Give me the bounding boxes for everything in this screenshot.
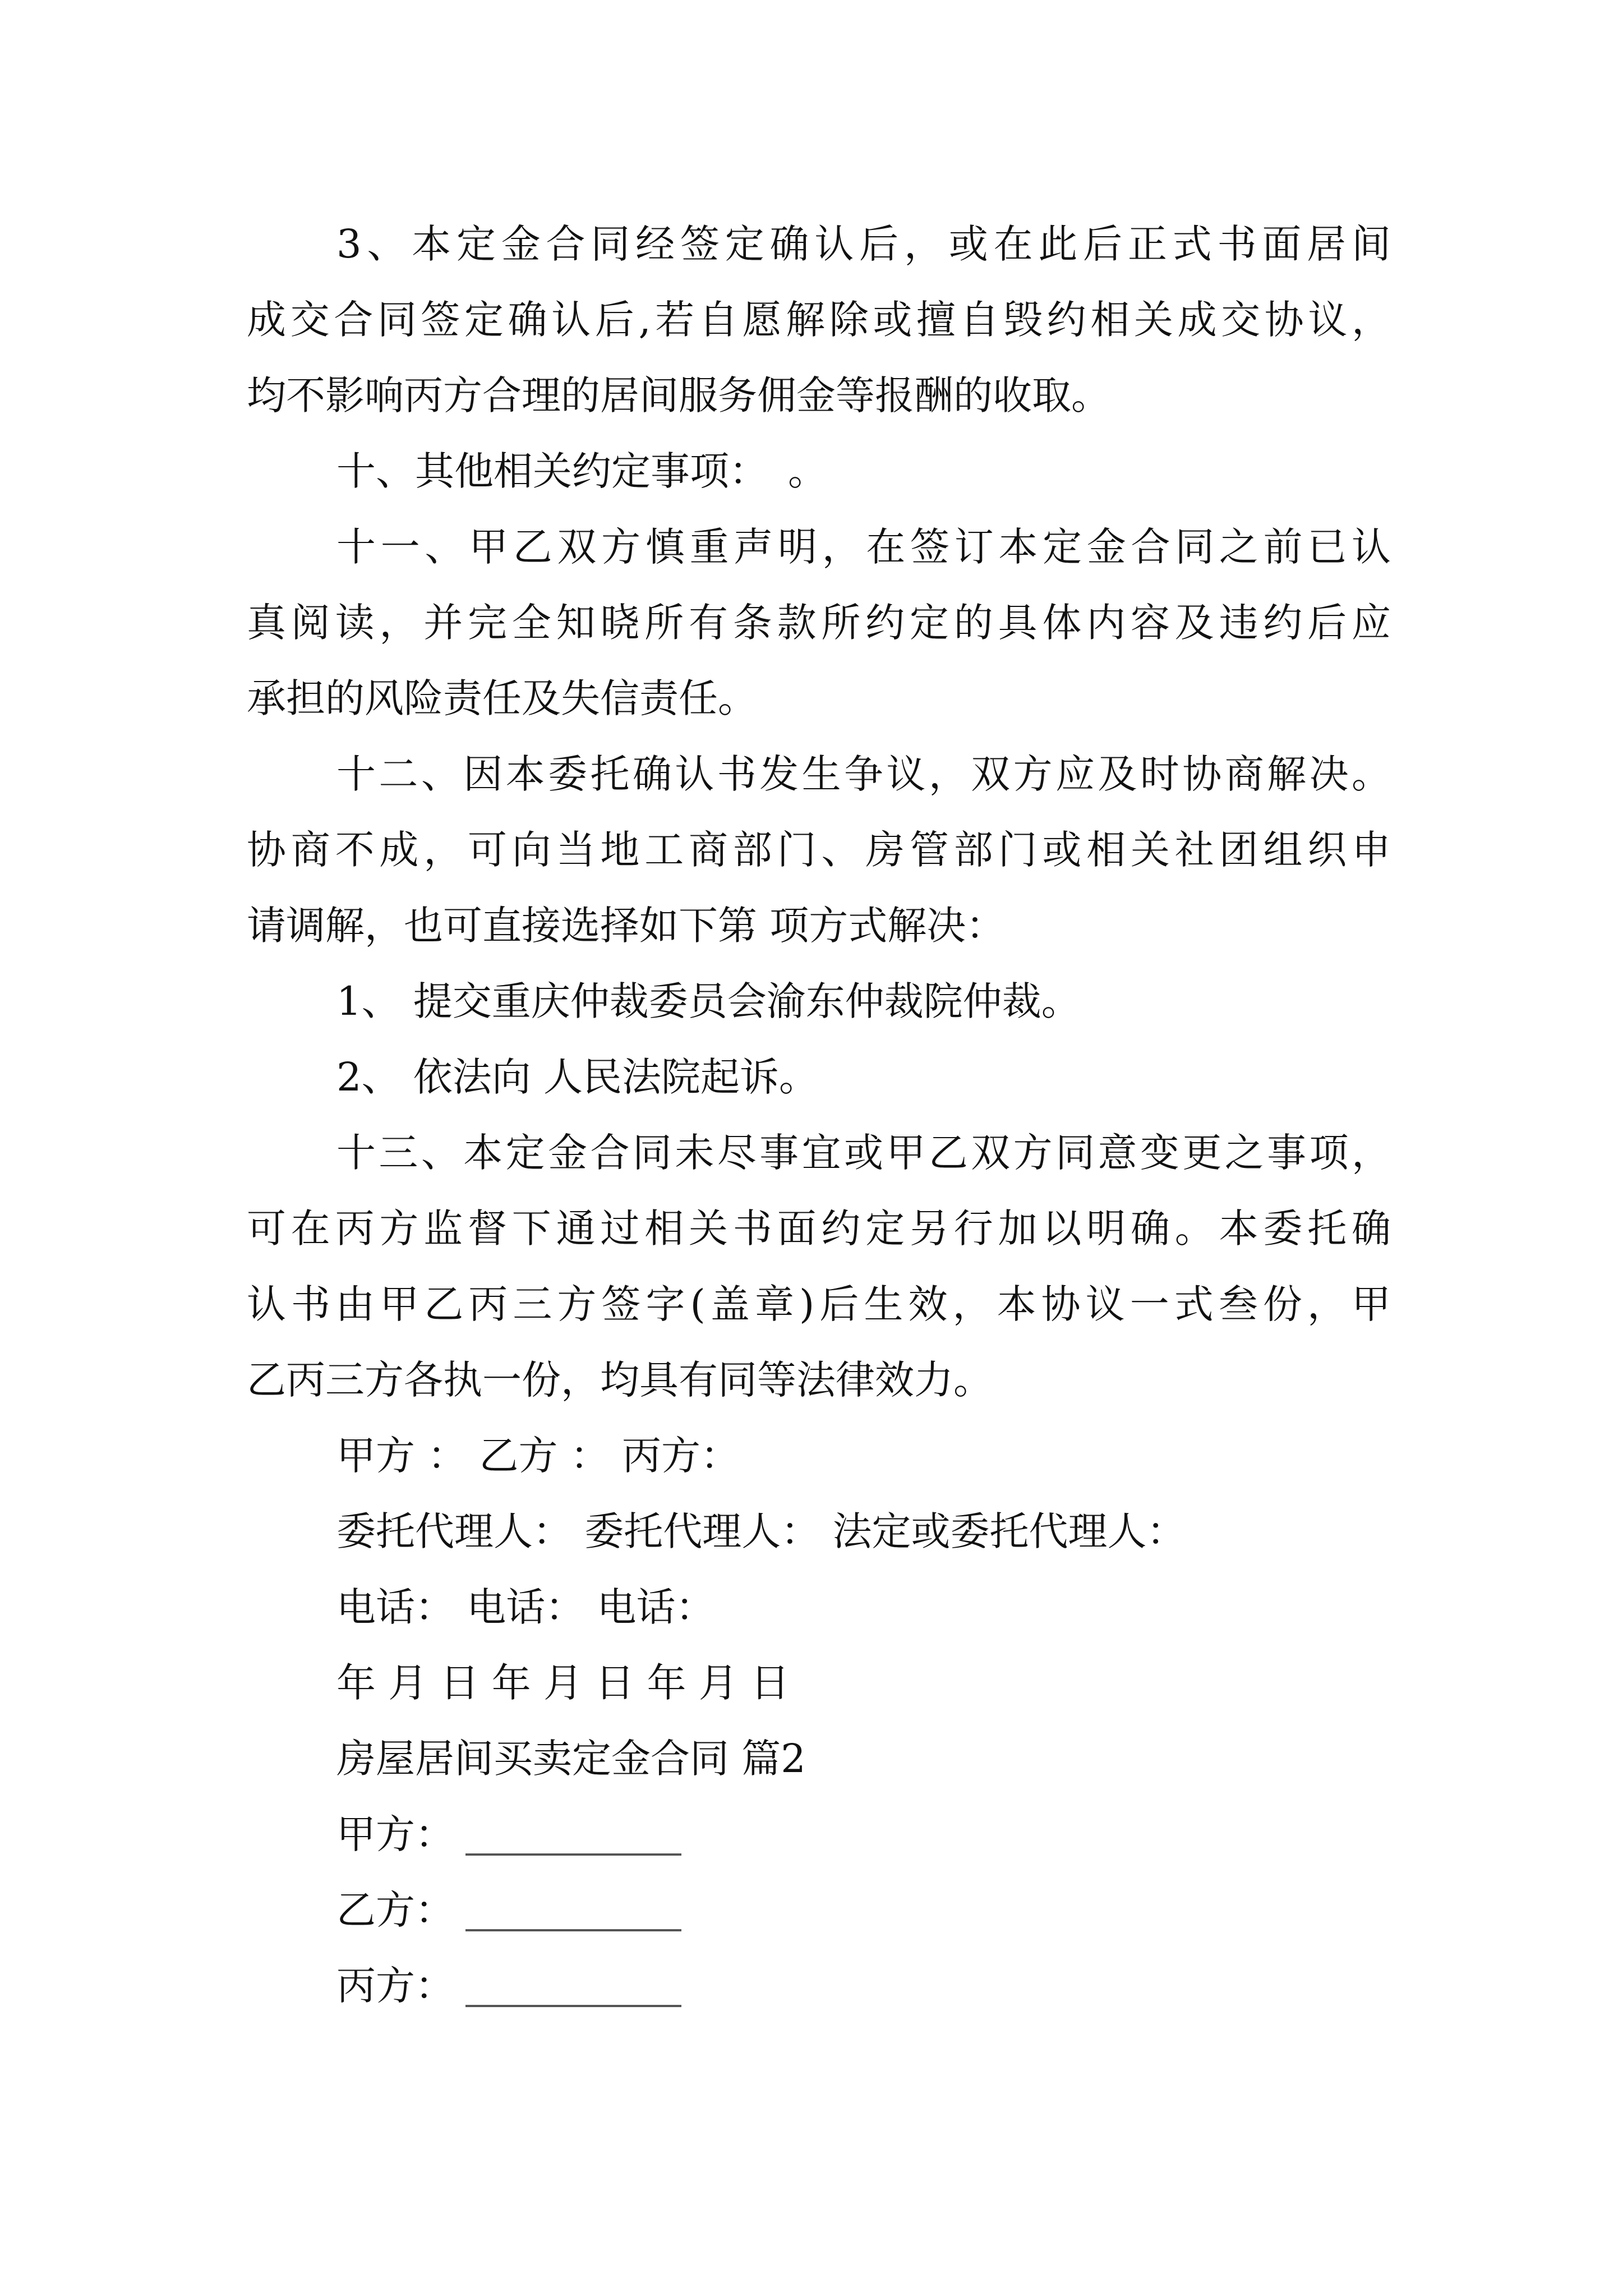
clause-11-line-3: 承担的风险责任及失信责任。 xyxy=(247,675,757,721)
party-a-label: 甲方： xyxy=(336,1811,454,1857)
clause-11-line-2: 真阅读，并完全知晓所有条款所约定的具体内容及违约后应 xyxy=(247,600,1391,646)
section-2-title: 房屋居间买卖定金合同 篇2 xyxy=(336,1736,806,1782)
signature-agents: 委托代理人： 委托代理人： 法定或委托代理人： xyxy=(336,1508,1186,1554)
dispute-option-2: 2、 依法向 人民法院起诉。 xyxy=(336,1054,819,1100)
party-a-row xyxy=(336,1806,1481,1862)
clause-3-line-2: 成交合同签定确认后,若自愿解除或擅自毁约相关成交协议， xyxy=(247,297,1391,343)
signature-dates: 年 月 日 年 月 日 年 月 日 xyxy=(336,1660,790,1706)
dispute-option-1: 1、 提交重庆仲裁委员会渝东仲裁院仲裁。 xyxy=(336,978,1081,1024)
clause-3-line-3: 均不影响丙方合理的居间服务佣金等报酬的收取。 xyxy=(247,372,1110,418)
party-a-blank xyxy=(465,1853,681,1856)
clause-10: 十、其他相关约定事项： 。 xyxy=(336,448,827,494)
party-b-blank xyxy=(465,1929,681,1931)
party-c-row xyxy=(336,1958,1481,2014)
signature-phones: 电话： 电话： 电话： xyxy=(336,1584,715,1630)
clause-11-line-1: 十一、甲乙双方慎重声明，在签订本定金合同之前已认 xyxy=(336,524,1391,570)
clause-12-line-3: 请调解，也可直接选择如下第 项方式解决： xyxy=(247,903,1006,949)
party-b-label: 乙方： xyxy=(336,1887,454,1933)
clause-12-line-2: 协商不成，可向当地工商部门、房管部门或相关社团组织申 xyxy=(247,827,1391,873)
clause-13-line-3: 认书由甲乙丙三方签字(盖章)后生效，本协议一式叁份，甲 xyxy=(247,1281,1391,1327)
party-b-row xyxy=(336,1882,1481,1938)
party-c-label: 丙方： xyxy=(336,1963,454,2009)
clause-3-line-1: 3、本定金合同经签定确认后，或在此后正式书面居间 xyxy=(336,221,1391,267)
clause-13-line-4: 乙丙三方各执一份，均具有同等法律效力。 xyxy=(247,1357,993,1403)
signature-parties: 甲方 ： 乙方 ： 丙方： xyxy=(336,1433,740,1479)
clause-12-line-1: 十二、因本委托确认书发生争议，双方应及时协商解决。 xyxy=(336,751,1391,797)
party-c-blank xyxy=(465,2005,681,2007)
clause-13-line-2: 可在丙方监督下通过相关书面约定另行加以明确。本委托确 xyxy=(247,1205,1391,1251)
clause-13-line-1: 十三、本定金合同未尽事宜或甲乙双方同意变更之事项， xyxy=(336,1130,1391,1176)
